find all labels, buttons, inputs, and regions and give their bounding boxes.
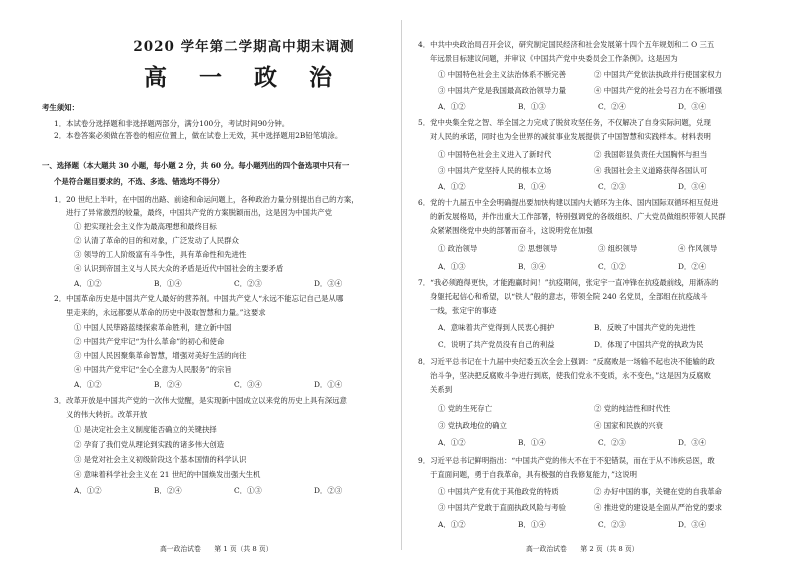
answer-choice: C．②③ (234, 279, 262, 288)
answer-choice: C．①③ (234, 486, 262, 495)
question-item: ① 中国特色社会主义法治体系不断完善 (438, 70, 566, 79)
answer-choice: C．②③ (598, 520, 626, 529)
answer-choice: A．①② (74, 380, 102, 389)
answer-choice: A．①② (74, 486, 102, 495)
answer-choice: D．②④ (678, 262, 707, 271)
answer-choice: A．①② (438, 520, 466, 529)
answer-choice: D．③④ (678, 438, 707, 447)
answer-choice: C．②③ (598, 182, 626, 191)
answer-choice: D．③④ (678, 182, 707, 191)
question-item: ① 中国特色社会主义进入了新时代 (438, 150, 552, 159)
answer-choice: B．①④ (154, 279, 182, 288)
question-item: ④ 推进党的建设是全面从严治党的要求 (594, 503, 722, 512)
question-item: ③ 中国人民因聚集革命智慧，增强对美好生活的向往 (74, 351, 247, 360)
exam-title: 2020 学年第二学期高中期末调测 (133, 39, 355, 55)
question-item: ③ 中国共产党是我国最高政治领导力量 (438, 86, 566, 95)
question-item: ② 认清了革命的目的和对象，广泛发动了人民群众 (74, 236, 239, 245)
question-stem: 5．党中央集全党之智、举全国之力完成了脱贫攻坚任务，不仅解决了自身实际问题，兑现 (418, 118, 711, 127)
question-stem: 9．习近平总书记鲜明指出：“中国共产党的伟大不在于不犯错误，而在于从不讳疾忌医，敢 (418, 456, 715, 465)
question-item: ② 我国彰显负责任大国胸怀与担当 (594, 150, 708, 159)
answer-choice: B．①④ (518, 182, 546, 191)
answer-choice: D．体现了中国共产党的执政为民 (594, 340, 704, 349)
question-item: ① 政治领导 (438, 244, 478, 253)
answer-choice: C．②④ (598, 102, 626, 111)
section-heading: 个是符合题目要求的，不选、多选、错选均不得分） (54, 177, 224, 186)
question-item: ① 党的生死存亡 (438, 404, 493, 413)
question-stem: 3．改革开放是中国共产党的一次伟大觉醒，是实现新中国成立以来党的历史上具有深远意 (54, 396, 347, 405)
question-stem: 身躯托起信心和希望，以“铁人”般的意志，带领全院 240 名党员，全部组在抗疫战斗 (430, 292, 708, 301)
answer-choice: B．①③ (518, 102, 546, 111)
question-item: ④ 中国共产党的社会号召力在不断增强 (594, 86, 722, 95)
question-stem: 于直面问题，勇于自我革命，具有极强的自我修复能力，”这说明 (430, 470, 638, 479)
notice-line: 1．本试卷分选择题和非选择题两部分，满分100分，考试时间90分钟。 (54, 119, 290, 128)
answer-choice: A．意味着共产党得到人民衷心拥护 (438, 323, 555, 332)
answer-choice: D．③④ (314, 279, 343, 288)
question-item: ② 党的纯洁性和时代性 (594, 404, 671, 413)
answer-choice: D．①④ (314, 380, 343, 389)
page-footer: 高一政治试卷 第 2 页（共 8 页） (526, 545, 639, 553)
question-stem: 2．中国革命历史是中国共产党人最好的营养剂。中国共产党人“永远不能忘记自己是从哪 (54, 294, 344, 303)
column-divider (401, 20, 402, 550)
question-item: ③ 党执政地位的确立 (438, 421, 507, 430)
answer-choice: A．①② (438, 438, 466, 447)
page-footer: 高一政治试卷 第 1 页（共 8 页） (160, 545, 273, 553)
question-item: ④ 中国共产党牢记“全心全意为人民服务”的宗旨 (74, 365, 232, 374)
answer-choice: D．③④ (678, 102, 707, 111)
answer-choice: B．③④ (518, 262, 546, 271)
question-stem: 1．20 世纪上半叶，在中国的出路、前途和命运问题上，各种政治力量分别提出自己的方案， (54, 195, 359, 204)
answer-choice: B．②④ (154, 486, 182, 495)
question-item: ① 是决定社会主义制度能否确立的关键抉择 (74, 425, 217, 434)
answer-choice: D．②③ (314, 486, 343, 495)
answer-choice: C．②③ (598, 438, 626, 447)
notice-line: 2．本卷答案必须做在答卷的相应位置上，做在试卷上无效，其中选择题用2B铅笔填涂。 (54, 131, 343, 140)
section-heading: 一、选择题（本大题共 30 小题，每小题 2 分，共 60 分。每小题列出的四个备选项中只有一 (42, 161, 350, 170)
question-stem: 8．习近平总书记在十九届中央纪委五次全会上强调：“反腐败是一场输不起也决不能输的政 (418, 357, 715, 366)
question-item: ① 把实现社会主义作为最高理想和最终目标 (74, 222, 217, 231)
notice-heading: 考生须知： (42, 103, 79, 112)
answer-choice: C．说明了共产党员没有自己的利益 (438, 340, 555, 349)
question-item: ① 中国共产党有优于其他政党的特质 (438, 487, 559, 496)
subject-title: 高 一 政 治 (143, 64, 345, 91)
question-stem: 里走来的，永远都要从革命的历史中汲取智慧和力量。”这要求 (66, 308, 266, 317)
question-stem: 的新发展格局，并作出重大工作部署，特别强调党的各级组织、广大党员做组织带领人民群 (430, 212, 726, 221)
answer-choice: A．①② (438, 102, 466, 111)
question-stem: 关系到 (430, 385, 453, 394)
answer-choice: A．①② (74, 279, 102, 288)
answer-choice: B．②④ (154, 380, 182, 389)
question-stem: 7．“我必须跑得更快，才能跑赢时间！”抗疫期间，张定宇一直冲锋在抗疫最前线，用渐冻的 (418, 278, 719, 287)
answer-choice: A．①② (438, 182, 466, 191)
answer-choice: D．③④ (678, 520, 707, 529)
question-item: ② 中国共产党依法执政并行使国家权力 (594, 70, 722, 79)
question-stem: 4．中共中央政治局召开会议，研究制定国民经济和社会发展第十四个五年规划和二 O 三五 (418, 40, 715, 49)
question-stem: 对人民的承诺，同时也为全世界的减贫事业发展提供了中国智慧和实践样本。材料表明 (430, 132, 711, 141)
question-stem: 进行了异常激烈的较量，最终，中国共产党的方案脱颖而出，这是因为中国共产党 (66, 208, 333, 217)
question-item: ③ 组织领导 (598, 244, 638, 253)
answer-choice: B．①④ (518, 438, 546, 447)
answer-choice: B．反映了中国共产党的先进性 (594, 323, 696, 332)
question-item: ④ 认识到帝国主义与人民大众的矛盾是近代中国社会的主要矛盾 (74, 264, 284, 273)
question-item: ② 办好中国的事，关键在党的自我革命 (594, 487, 722, 496)
answer-choice: C．①② (598, 262, 626, 271)
question-stem: 一线，张定宇的事迹 (430, 306, 497, 315)
answer-choice: B．①④ (518, 520, 546, 529)
question-stem: 众紧紧围绕党中央的部署而奋斗，这说明党在加强 (430, 226, 593, 235)
question-stem: 治斗争，坚决把反腐败斗争进行到底，使我们党永不变质，永不变色，”这是因为反腐败 (430, 371, 711, 380)
question-item: ③ 领导的工人阶级富有斗争性，具有革命性和先进性 (74, 250, 247, 259)
question-item: ③ 中国共产党敢于直面执政风险与考验 (438, 503, 566, 512)
question-stem: 义的伟大转折。改革开放 (66, 410, 148, 419)
question-stem: 6．党的十九届五中全会明确提出要加快构建以国内大循环为主体、国内国际双循环相互促进 (418, 198, 719, 207)
question-item: ① 中国人民筚路蓝缕探索革命胜利，建立新中国 (74, 323, 232, 332)
answer-choice: A．①③ (438, 262, 466, 271)
question-item: ② 中国共产党牢记“为什么革命”的初心和使命 (74, 337, 225, 346)
question-item: ② 孕育了我们党从理论到实践的诸多伟大创造 (74, 440, 225, 449)
question-stem: 年远景目标建议问题，并审议《中国共产党中央委员会工作条例》。这是因为 (430, 54, 678, 63)
question-item: ③ 中国共产党坚持人民的根本立场 (438, 166, 552, 175)
right-column (418, 0, 758, 561)
question-item: ④ 意味着科学社会主义在 21 世纪的中国焕发出强大生机 (74, 470, 261, 479)
left-column (42, 0, 390, 561)
question-item: ④ 国家和民族的兴衰 (594, 421, 663, 430)
question-item: ④ 我国社会主义道路获得各国认可 (594, 166, 708, 175)
question-item: ② 思想领导 (518, 244, 558, 253)
question-item: ④ 作风领导 (678, 244, 718, 253)
answer-choice: C．③④ (234, 380, 262, 389)
question-item: ③ 是党对社会主义初级阶段这个基本国情的科学认识 (74, 455, 247, 464)
